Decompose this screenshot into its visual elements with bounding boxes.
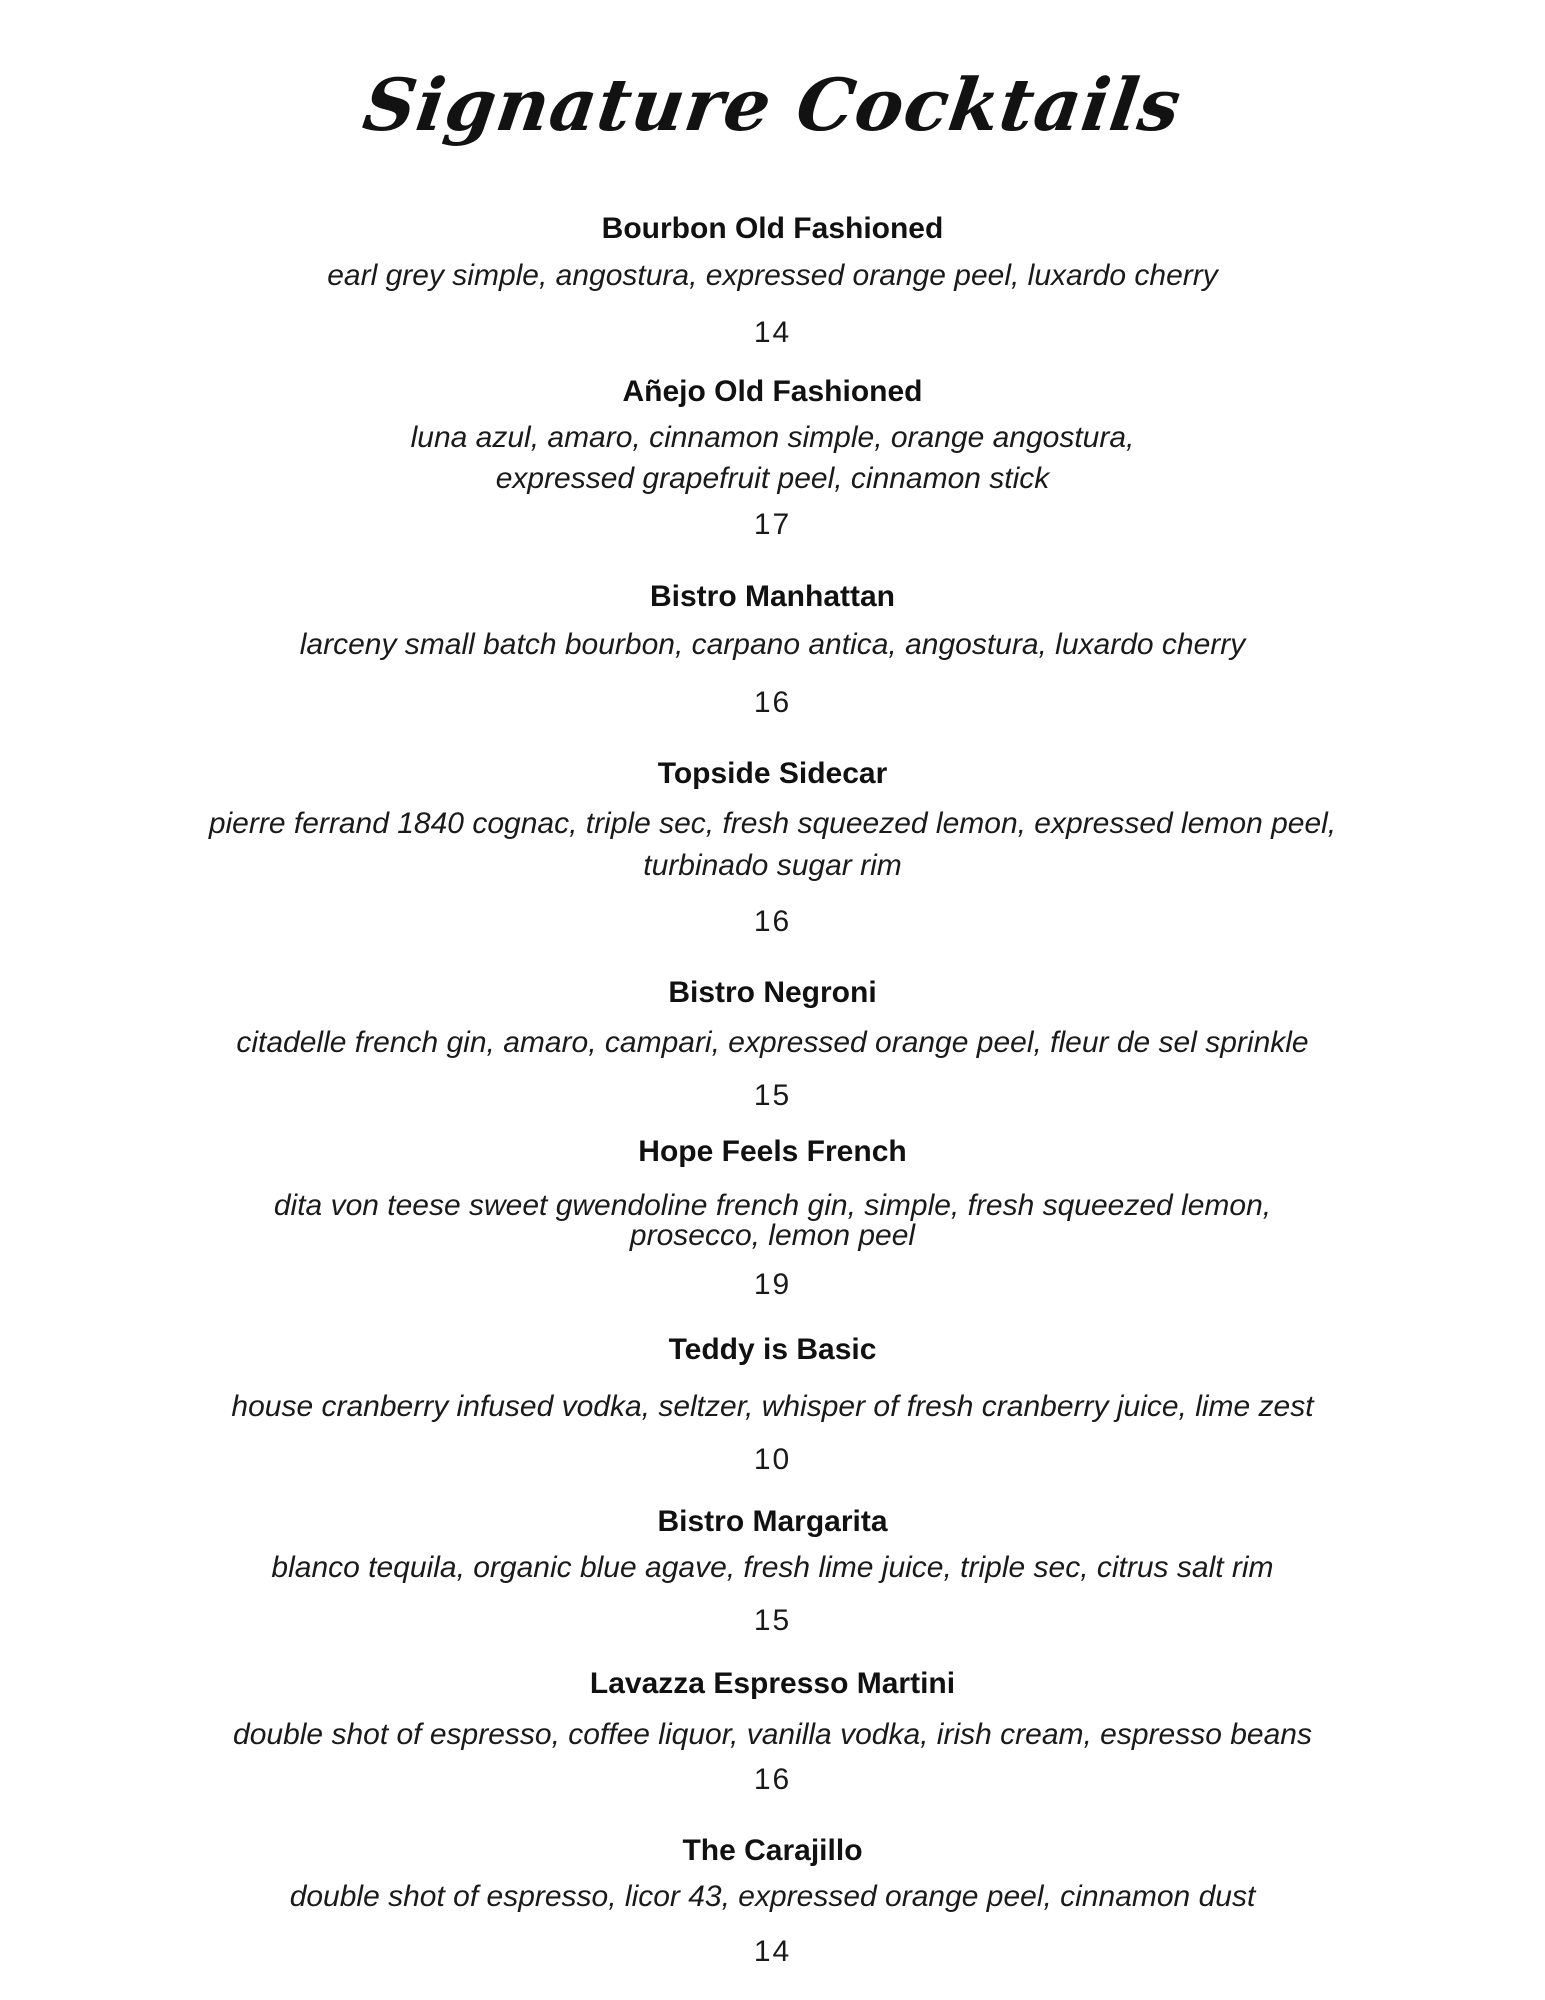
cocktail-description: larceny small batch bourbon, carpano antica, angostura, luxardo cherry xyxy=(299,628,1246,661)
cocktail-name: Teddy is Basic xyxy=(668,1333,877,1366)
cocktail-description: blanco tequila, organic blue agave, fresh lime juice, triple sec, citrus salt rim xyxy=(271,1551,1274,1584)
cocktail-description: house cranberry infused vodka, seltzer, whisper of fresh cranberry juice, lime zest xyxy=(231,1390,1314,1423)
cocktail-price: 16 xyxy=(753,686,792,719)
cocktail-name: Topside Sidecar xyxy=(657,757,888,790)
cocktail-description: prosecco, lemon peel xyxy=(629,1219,916,1252)
cocktail-name: Añejo Old Fashioned xyxy=(622,375,923,408)
cocktail-name: Bistro Negroni xyxy=(668,976,877,1009)
cocktail-price: 14 xyxy=(753,1935,792,1968)
cocktail-description: dita von teese sweet gwendoline french gin, simple, fresh squeezed lemon, xyxy=(273,1189,1272,1222)
cocktail-name: Lavazza Espresso Martini xyxy=(589,1667,956,1700)
cocktail-price: 19 xyxy=(753,1268,792,1301)
cocktail-description: pierre ferrand 1840 cognac, triple sec, fresh squeezed lemon, expressed lemon peel, xyxy=(208,807,1337,840)
cocktail-name: The Carajillo xyxy=(682,1834,863,1867)
cocktail-description: double shot of espresso, coffee liquor, vanilla vodka, irish cream, espresso beans xyxy=(233,1718,1312,1751)
cocktail-description: turbinado sugar rim xyxy=(643,849,902,882)
cocktail-price: 15 xyxy=(753,1079,792,1112)
cocktail-price: 14 xyxy=(753,316,792,349)
cocktail-description: luna azul, amaro, cinnamon simple, orange angostura, xyxy=(410,421,1135,454)
cocktail-price: 16 xyxy=(753,905,792,938)
cocktail-price: 15 xyxy=(753,1604,792,1637)
cocktail-price: 16 xyxy=(753,1763,792,1796)
menu-title: Signature Cocktails xyxy=(358,62,1187,147)
cocktail-name: Bistro Margarita xyxy=(657,1505,888,1538)
cocktail-price: 10 xyxy=(753,1443,792,1476)
cocktail-description: double shot of espresso, licor 43, expressed orange peel, cinnamon dust xyxy=(289,1880,1256,1913)
cocktail-price: 17 xyxy=(753,508,792,541)
cocktail-description: earl grey simple, angostura, expressed orange peel, luxardo cherry xyxy=(327,259,1218,292)
cocktail-description: citadelle french gin, amaro, campari, expressed orange peel, fleur de sel sprinkle xyxy=(236,1026,1309,1059)
cocktail-name: Hope Feels French xyxy=(638,1135,907,1168)
cocktail-name: Bourbon Old Fashioned xyxy=(601,212,944,245)
cocktail-description: expressed grapefruit peel, cinnamon stick xyxy=(495,462,1050,495)
cocktail-name: Bistro Manhattan xyxy=(649,580,895,613)
